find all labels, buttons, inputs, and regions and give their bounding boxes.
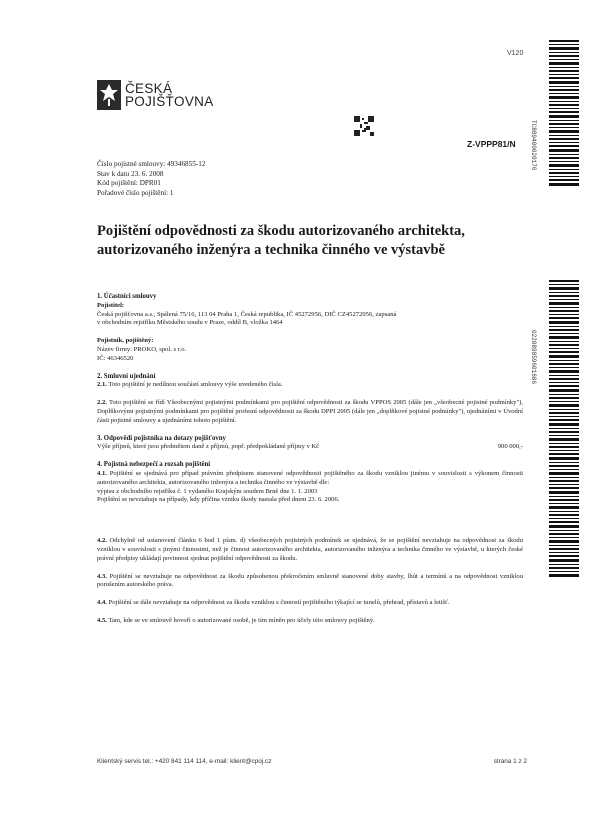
document-body xyxy=(97,293,523,626)
clause-4-2: 4.2. Odchylně od ustanovení článku 6 bod 1 písm. d) všeobecných pojistných podmínek se ujednává, že se pojištění nevztahuje na odpovědnost za škodu vzniklou v souvislosti s jinými činnostmi, než je činnost autorizovaného architekta, autorizovaného inženýra a technika činného ve výstavbě, u kterých české právní předpisy ukládají povinnost sjednat pojištění odpovědnosti za škodu. xyxy=(97,537,523,562)
clause-4-1-extract: výpisu z obchodního rejstříku č. 1 vydaného Krajským soudem Brně dne 1. 1. 2003 xyxy=(97,487,318,495)
section-2-heading: 2. Smluvní ujednání xyxy=(97,372,156,380)
brand-name-line1: ČESKÁ xyxy=(125,81,173,96)
state-date: Stav k datu 23. 6. 2008 xyxy=(97,169,164,178)
client-service-contact: Klientský servis tel.: +420 841 114 114, e-mail: klient@cpoj.cz xyxy=(97,758,272,765)
policy-meta xyxy=(97,160,205,198)
company-logo xyxy=(97,80,214,110)
section-4-heading: 4. Pojistná nebezpečí a rozsah pojištění xyxy=(97,461,211,469)
policy-number: Číslo pojistné smlouvy: 49346855-12 xyxy=(97,160,206,168)
clause-4-1: 4.1. Pojištění se sjednává pro případ právním předpisem stanovené odpovědnosti pojištěného za škodu vzniklou jinému v souvislosti s výkonem činnosti autorizovaného architekta, autorizovaného inženýra a technika činného ve výstavbě dle: xyxy=(97,469,523,486)
document-title: Pojištění odpovědnosti za škodu autorizovaného architekta, autorizovaného inženýra a technika činného ve výstavbě xyxy=(97,223,465,258)
document-code: Z-VPPP81/N xyxy=(467,139,516,149)
income-label: Výše příjmů, které jsou předmětem daně z příjmů, popř. předpokládané příjmy v Kč xyxy=(97,443,320,451)
order-number: Pořadové číslo pojištění: 1 xyxy=(97,188,174,197)
clause-2-2: 2.2. Toto pojištění se řídí Všeobecnými pojistnými podmínkami pro pojištění odpovědnosti za škodu VPPOS 2005 (dále jen „všeobecné pojistné podmínky"), Doplňkovými pojistnými podmínkami pro pojištění profesní odpovědnosti za škodu DPPI 2005 (dále jen „doplňkové pojistné podmínky"), ujednáními v Úvodní části pojistné smlouvy a ujednáními tohoto pojištění. xyxy=(97,399,524,424)
version-code: V120 xyxy=(507,50,524,57)
insured-label: Pojistník, pojištěný: xyxy=(97,337,154,345)
qr-code-icon xyxy=(354,116,374,136)
section-1-heading: 1. Účastníci smlouvy xyxy=(97,293,157,300)
income-amount: 900 000,- xyxy=(497,443,523,451)
barcode-mid-text: 022089059601686 xyxy=(530,330,537,385)
clause-2-1: 2.1. Toto pojištění je nedílnou součástí smlouvy výše uvedeného čísla. xyxy=(97,381,283,389)
insurance-code: Kód pojištění: DPR01 xyxy=(97,179,161,187)
page-footer xyxy=(97,758,527,765)
insurer-line2: v obchodním rejstříku Městského soudu v Praze, oddíl B, vložka 1464 xyxy=(97,319,283,327)
clause-4-1-exclusion: Pojištění se nevztahuje na případy, kdy příčina vzniku škody nastala před dnem 23. 6. 2006. xyxy=(97,496,340,504)
brand-name-line2: POJIŠŤOVNA xyxy=(125,94,214,109)
insurer-line1: Česká pojišťovna a.s., Spálená 75/16, 113 04 Praha 1, Česká republika, IČ 45272956, DIČ CZ45272956, zapsaná xyxy=(97,310,397,318)
insurer-label: Pojistitel: xyxy=(97,301,125,309)
income-row xyxy=(97,443,523,452)
insured-ic: IČ: 46346520 xyxy=(97,354,134,362)
clause-4-4: 4.4. Pojištění se dále nevztahuje na odpovědnost za škodu vzniklou s činností pojištěného týkající se tunelů, přehrad, přístavů a letišť. xyxy=(97,599,450,607)
barcode-icon xyxy=(549,40,579,580)
ceska-pojistovna-logo-icon xyxy=(97,80,121,110)
clause-4-5: 4.5. Tam, kde se ve smlouvě hovoří o autorizované osobě, je tím míněn pro účely této smlouvy pojištěný. xyxy=(97,616,375,624)
insured-name: Název firmy: PROKO, spol. s r.o. xyxy=(97,345,187,353)
section-3-heading: 3. Odpovědi pojistníka na dotazy pojišťovny xyxy=(97,434,226,442)
page-number: strana 1 z 2 xyxy=(493,758,527,765)
clause-4-3: 4.3. Pojištění se nevztahuje na odpovědnost za škodu způsobenou překročením smluvně stanovené doby stavby, lhůt a termínů a na odpovědnost vzniklou porušením autorského práva. xyxy=(97,572,523,589)
barcode-top-text: TC889400020176 xyxy=(530,120,537,171)
